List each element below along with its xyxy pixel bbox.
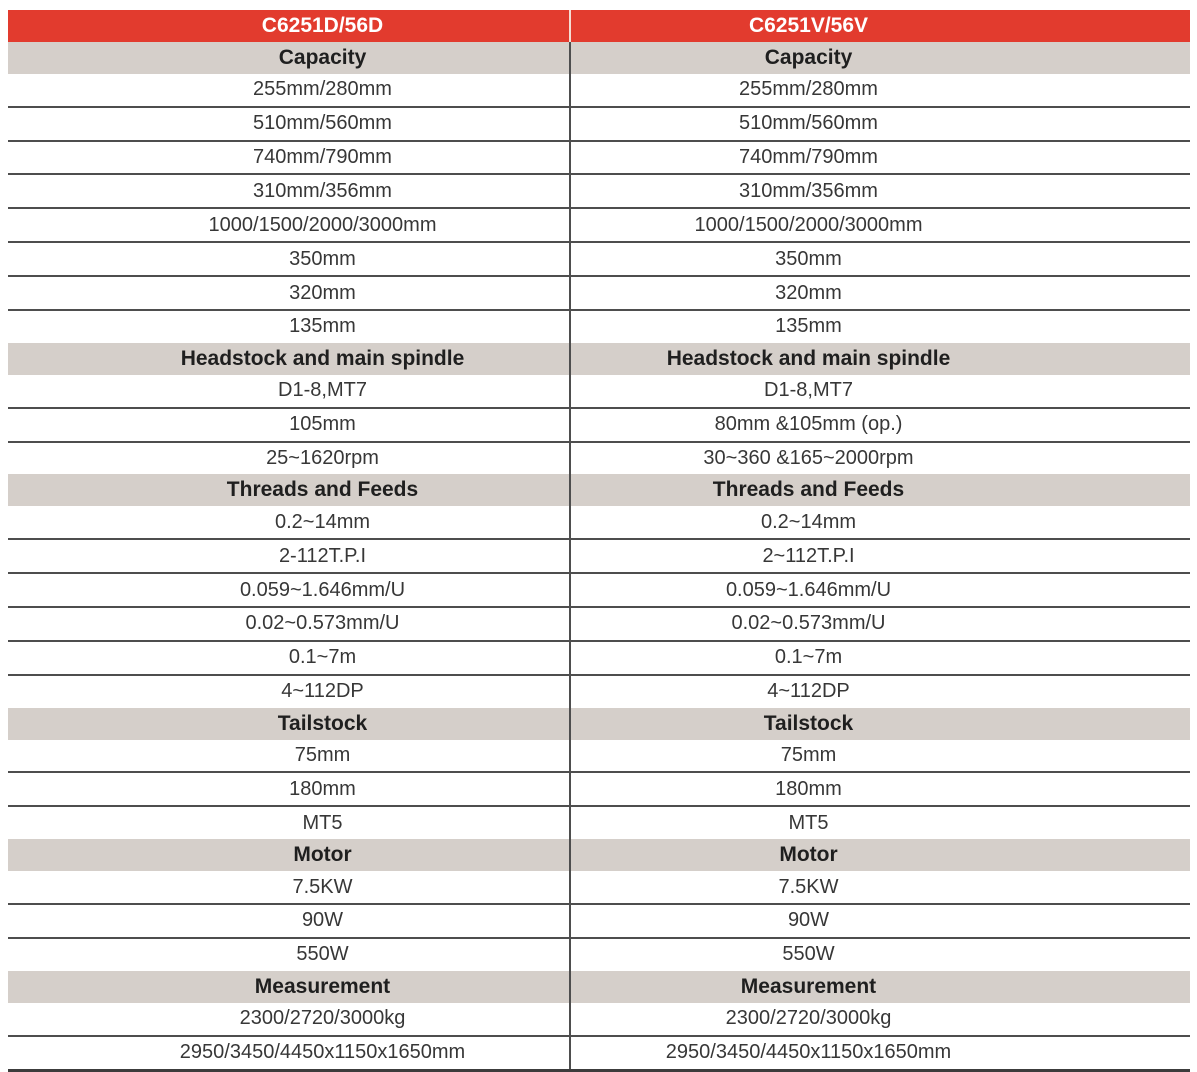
spec-value-cell: 255mm/280mm (570, 74, 1190, 107)
spec-table (8, 10, 1190, 1072)
section-row (8, 474, 1190, 506)
spec-value-cell: 2-112T.P.I (8, 539, 570, 573)
spec-row (8, 375, 1190, 408)
section-header-cell: Motor (570, 839, 1190, 871)
section-header-cell: Threads and Feeds (8, 474, 570, 506)
spec-value-cell: 0.1~7m (8, 641, 570, 675)
spec-row (8, 938, 1190, 971)
spec-value-cell: 0.02~0.573mm/U (570, 607, 1190, 641)
spec-value-cell: 0.059~1.646mm/U (570, 573, 1190, 607)
spec-value-cell: 740mm/790mm (570, 141, 1190, 175)
spec-value-cell: 2300/2720/3000kg (570, 1003, 1190, 1036)
spec-value-cell: 2300/2720/3000kg (8, 1003, 570, 1036)
spec-row (8, 772, 1190, 806)
spec-value-cell: 550W (8, 938, 570, 971)
spec-row (8, 607, 1190, 641)
spec-value-cell: 7.5KW (8, 871, 570, 904)
spec-value-cell: 0.02~0.573mm/U (8, 607, 570, 641)
spec-value-cell: 90W (570, 904, 1190, 938)
section-header-cell: Capacity (570, 42, 1190, 74)
section-row (8, 42, 1190, 74)
spec-value-cell: 180mm (8, 772, 570, 806)
spec-row (8, 442, 1190, 475)
spec-row (8, 675, 1190, 708)
spec-value-cell: 320mm (570, 276, 1190, 310)
spec-row (8, 506, 1190, 539)
spec-row (8, 806, 1190, 839)
section-header-cell: Capacity (8, 42, 570, 74)
spec-value-cell: 255mm/280mm (8, 74, 570, 107)
spec-value-cell: 75mm (8, 740, 570, 773)
column-header-left: C6251D/56D (8, 10, 570, 42)
spec-row (8, 539, 1190, 573)
spec-value-cell: 2~112T.P.I (570, 539, 1190, 573)
spec-value-cell: 0.1~7m (570, 641, 1190, 675)
spec-value-cell: 105mm (8, 408, 570, 442)
spec-value-cell: 0.059~1.646mm/U (8, 573, 570, 607)
spec-row (8, 641, 1190, 675)
spec-value-cell: 0.2~14mm (8, 506, 570, 539)
spec-row (8, 871, 1190, 904)
section-row (8, 343, 1190, 375)
section-header-cell: Measurement (570, 971, 1190, 1003)
spec-value-cell: 1000/1500/2000/3000mm (8, 208, 570, 242)
section-header-cell: Headstock and main spindle (8, 343, 570, 375)
section-header-cell: Measurement (8, 971, 570, 1003)
spec-value-cell: 2950/3450/4450x1150x1650mm (570, 1036, 1190, 1070)
spec-table-body (8, 10, 1190, 1070)
model-header-row (8, 10, 1190, 42)
spec-value-cell: 1000/1500/2000/3000mm (570, 208, 1190, 242)
spec-value-cell: 80mm &105mm (op.) (570, 408, 1190, 442)
column-header-right: C6251V/56V (570, 10, 1190, 42)
section-row (8, 971, 1190, 1003)
spec-row (8, 740, 1190, 773)
spec-value-cell: 90W (8, 904, 570, 938)
section-header-cell: Threads and Feeds (570, 474, 1190, 506)
section-header-cell: Headstock and main spindle (570, 343, 1190, 375)
spec-row (8, 242, 1190, 276)
spec-value-cell: 75mm (570, 740, 1190, 773)
spec-row (8, 107, 1190, 141)
spec-value-cell: 4~112DP (570, 675, 1190, 708)
spec-value-cell: 510mm/560mm (8, 107, 570, 141)
spec-value-cell: 135mm (8, 310, 570, 343)
section-header-cell: Motor (8, 839, 570, 871)
spec-value-cell: 2950/3450/4450x1150x1650mm (8, 1036, 570, 1070)
spec-value-cell: 740mm/790mm (8, 141, 570, 175)
spec-row (8, 276, 1190, 310)
spec-row (8, 1003, 1190, 1036)
spec-value-cell: 310mm/356mm (570, 174, 1190, 208)
spec-value-cell: 25~1620rpm (8, 442, 570, 475)
spec-row (8, 208, 1190, 242)
spec-value-cell: 135mm (570, 310, 1190, 343)
spec-value-cell: 7.5KW (570, 871, 1190, 904)
section-row (8, 708, 1190, 740)
spec-row (8, 1036, 1190, 1070)
spec-row (8, 573, 1190, 607)
spec-value-cell: 550W (570, 938, 1190, 971)
section-header-cell: Tailstock (570, 708, 1190, 740)
spec-row (8, 904, 1190, 938)
spec-row (8, 174, 1190, 208)
spec-value-cell: 30~360 &165~2000rpm (570, 442, 1190, 475)
spec-value-cell: D1-8,MT7 (8, 375, 570, 408)
spec-value-cell: 180mm (570, 772, 1190, 806)
spec-value-cell: 4~112DP (8, 675, 570, 708)
spec-value-cell: 310mm/356mm (8, 174, 570, 208)
spec-row (8, 310, 1190, 343)
spec-row (8, 141, 1190, 175)
spec-row (8, 74, 1190, 107)
spec-value-cell: 350mm (8, 242, 570, 276)
section-header-cell: Tailstock (8, 708, 570, 740)
spec-row (8, 408, 1190, 442)
spec-value-cell: MT5 (570, 806, 1190, 839)
spec-value-cell: D1-8,MT7 (570, 375, 1190, 408)
section-row (8, 839, 1190, 871)
spec-value-cell: 510mm/560mm (570, 107, 1190, 141)
spec-value-cell: 320mm (8, 276, 570, 310)
spec-value-cell: 350mm (570, 242, 1190, 276)
spec-value-cell: 0.2~14mm (570, 506, 1190, 539)
spec-value-cell: MT5 (8, 806, 570, 839)
